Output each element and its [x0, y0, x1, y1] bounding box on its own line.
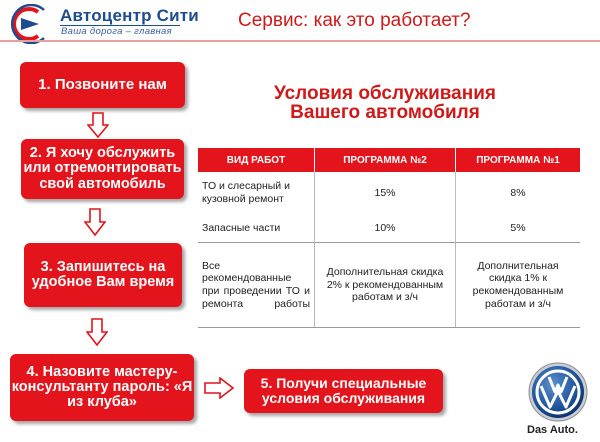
arrow-right-icon: [204, 377, 234, 399]
step-5-special-conditions: 5. Получи специальные условия обслуживания: [244, 369, 443, 413]
page-title: Сервис: как это работает?: [238, 10, 471, 31]
arrow-down-icon: [87, 112, 109, 138]
conditions-title: [200, 84, 570, 122]
table-row: [198, 214, 580, 243]
conditions-title-line-2: Вашего автомобиля: [290, 102, 480, 123]
table-header-row: [198, 148, 580, 172]
table-row: [198, 243, 580, 328]
column-header-program-1: ПРОГРАММА №1: [456, 148, 581, 172]
table-cell: ТО и слесарный и кузовной ремонт: [198, 172, 315, 214]
step-2-service: 2. Я хочу обслужить или отремонтировать свой автомобиль: [21, 139, 184, 199]
table-cell: 8%: [510, 186, 526, 199]
arrow-down-icon: [84, 208, 106, 236]
column-header-program-2: ПРОГРАММА №2: [315, 148, 456, 172]
table-cell: 5%: [510, 221, 526, 234]
column-header-work-type: ВИД РАБОТ: [198, 148, 315, 172]
table-cell: 15%: [315, 172, 456, 214]
step-3-book-time: 3. Запишитесь на удобное Вам время: [24, 243, 182, 307]
brand-tagline: Das Auto.: [527, 424, 578, 436]
conditions-title-line-1: Условия обслуживания: [273, 83, 496, 104]
table-row: [198, 172, 580, 214]
vw-logo-icon: [528, 362, 588, 422]
conditions-table: [198, 148, 580, 328]
table-cell: Дополнительная скидка 1% к рекомендованным работам и з/ч: [456, 243, 581, 328]
table-cell: 10%: [315, 214, 456, 243]
company-name: Автоцентр Сити: [60, 6, 199, 25]
company-slogan: Ваша дорога – главная: [61, 26, 173, 37]
table-cell: Запасные части: [198, 214, 315, 243]
arrow-down-icon: [86, 318, 108, 346]
table-cell: Все рекомендованные при проведении ТО и ремонта работы: [198, 243, 315, 328]
table-cell: Дополнительная скидка 2% к рекомендованным работам и з/ч: [315, 243, 456, 328]
step-4-password: 4. Назовите мастеру-консультанту пароль: «Я из клуба»: [10, 354, 194, 421]
header-divider: [0, 40, 600, 42]
step-1-call: 1. Позвоните нам: [20, 62, 185, 108]
company-logo-icon: [8, 4, 54, 44]
